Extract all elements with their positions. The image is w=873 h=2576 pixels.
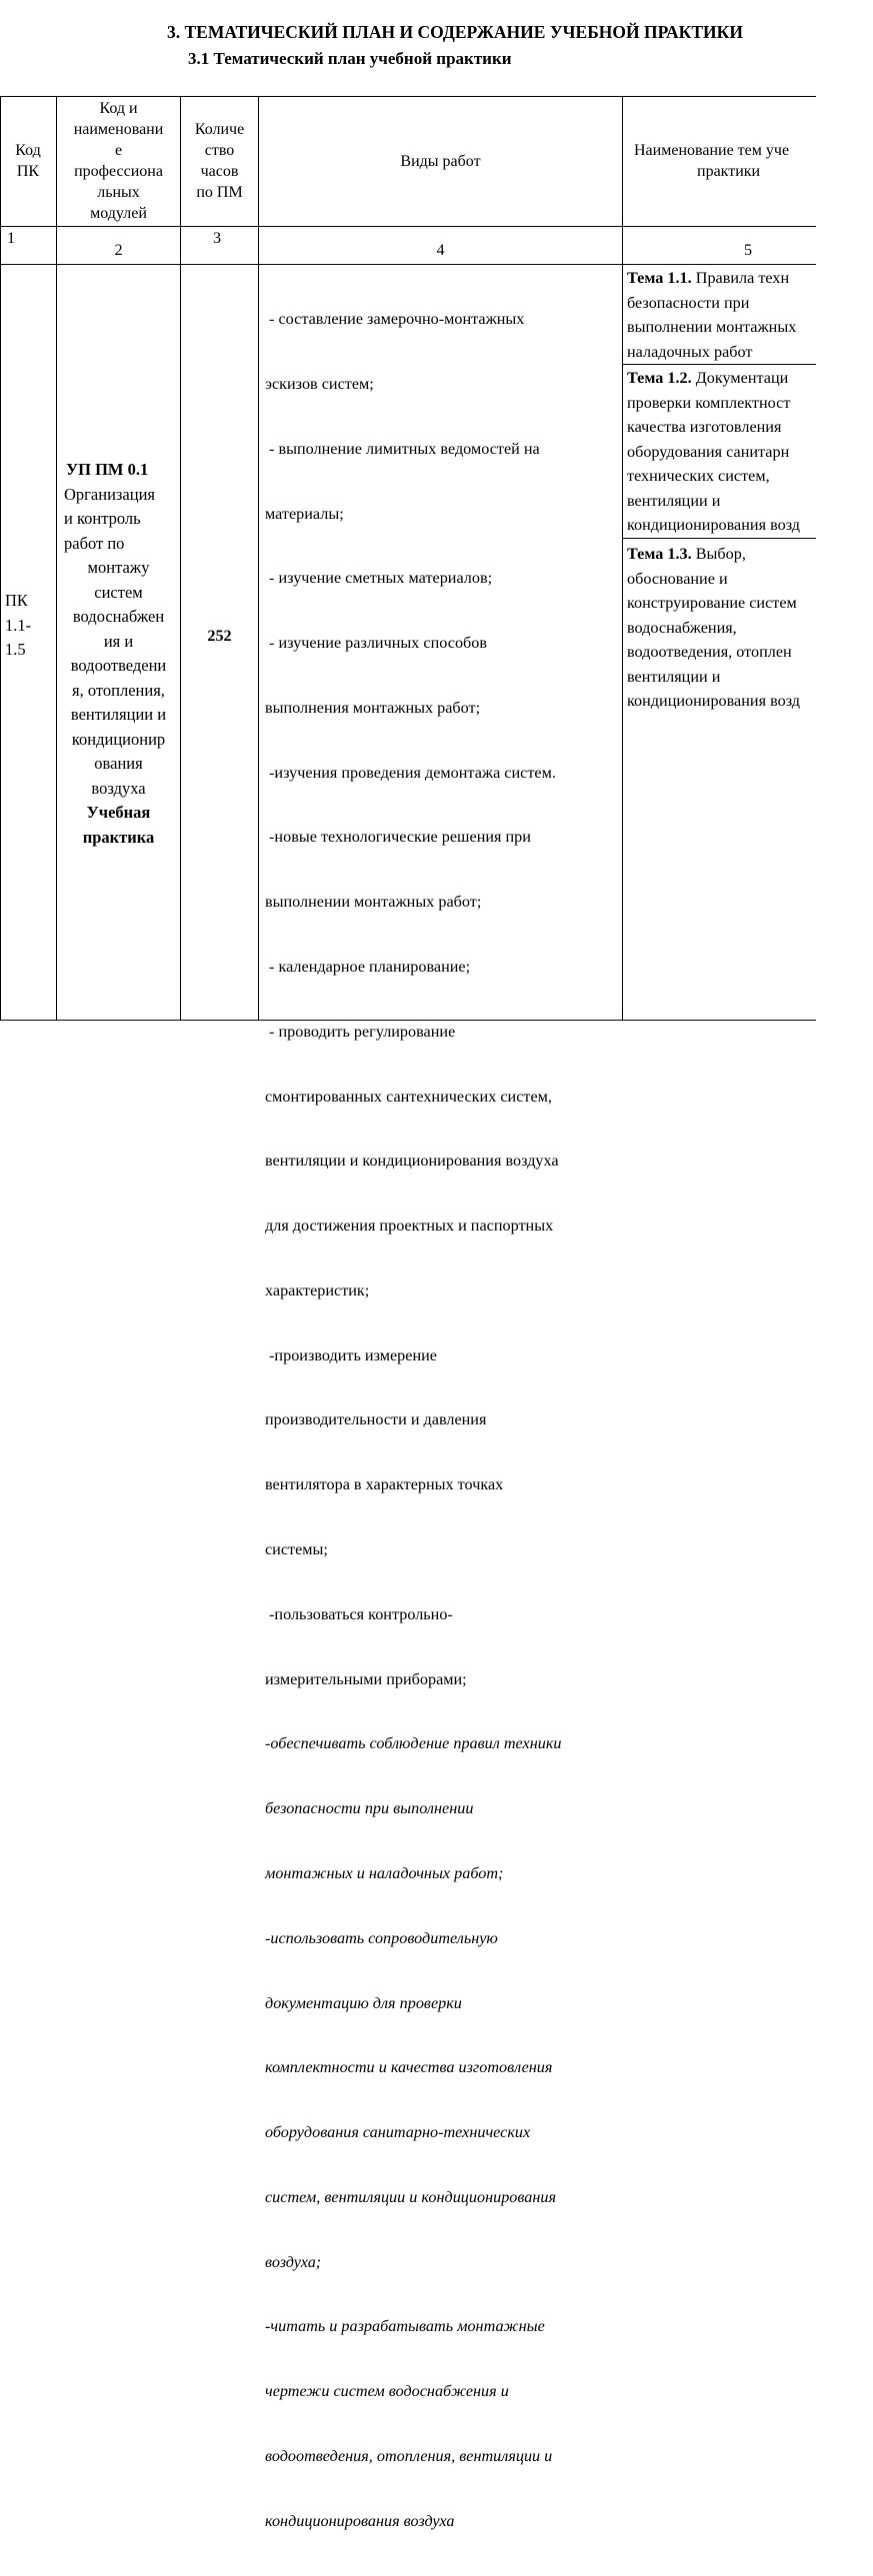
section-subtitle: 3.1 Тематический план учебной практики <box>188 49 512 68</box>
section-title: 3. ТЕМАТИЧЕСКИЙ ПЛАН И СОДЕРЖАНИЕ УЧЕБНОЙ ПРАКТИКИ <box>167 22 743 42</box>
header-module-name: Код и наименовани е профессиона льных модулей <box>73 100 164 222</box>
work-types-cell: - составление замерочно-монтажных эскизов систем; - выполнение лимитных ведомостей на материалы; - изучение сметных материалов; - изучение различных способов выполнения монтажных работ; -изучения проведения демонтажа систем. -новые технологические решения при выполнении монтажных работ; - календарное планирование; - проводить регулирование смонтированных сантехнических систем, вентиляции и кондиционирования воздуха для достижения проектных и паспортных характеристик; -производить измерение производительности и давления вентилятора в характерных точках системы; -пользоваться контрольно- измерительными приборами; -обеспечивать соблюдение правил техники безопасности при выполнении монтажных и наладочных работ; -использовать сопроводительную документацию для проверки комплектности и качества изготовления оборудования санитарно-технических систем, вентиляции и кондиционирования воздуха; -читать и разрабатывать монтажные чертежи систем водоснабжения и водоотведения, отопления, вентиляции и кондиционирования воздуха <box>265 310 562 2530</box>
hours-value: 252 <box>207 627 232 645</box>
col-number-2: 2 <box>114 241 123 259</box>
header-pk-code: Код ПК <box>15 142 41 180</box>
topic-1-3: Тема 1.3. Выбор, обоснование и конструирование систем водоснабжения, водоотведения, отоплен вентиляции и кондиционирования возд <box>627 545 801 710</box>
table-border-top <box>0 96 816 97</box>
header-work-types: Виды работ <box>400 153 481 170</box>
col-number-5: 5 <box>743 241 753 259</box>
col-divider-4 <box>622 96 623 1021</box>
topic-divider-2 <box>622 538 816 539</box>
module-code: УП ПМ 0.1 <box>66 460 149 479</box>
module-cell: УП ПМ 0.1 Организация и контроль работ по монтажу систем водоснабжен ия и водоотведени я, отопления, вентиляции и кондиционир ования воздуха Учебная практика <box>57 458 180 850</box>
col-divider-3 <box>258 96 259 1021</box>
module-type: Учебная <box>86 803 151 822</box>
table-number-divider <box>0 264 816 265</box>
topic-divider-1 <box>622 364 816 365</box>
header-topic-names: Наименование тем уче практики <box>634 142 790 180</box>
col-number-3: 3 <box>213 229 222 247</box>
pk-code-cell: ПК 1.1- 1.5 <box>5 591 32 659</box>
topic-1-1: Тема 1.1. Правила техн безопасности при выполнении монтажных наладочных работ <box>627 269 797 361</box>
header-hours: Количе ство часов по ПМ <box>194 121 245 201</box>
col-number-1: 1 <box>7 229 16 247</box>
col-number-4: 4 <box>436 241 445 259</box>
col-divider-2 <box>180 96 181 1021</box>
table-header-divider <box>0 226 816 227</box>
topic-1-2: Тема 1.2. Документаци проверки комплектност качества изготовления оборудования санитарн технических систем, вентиляции и кондиционирования возд <box>627 369 801 534</box>
table-border-left <box>0 96 1 1021</box>
